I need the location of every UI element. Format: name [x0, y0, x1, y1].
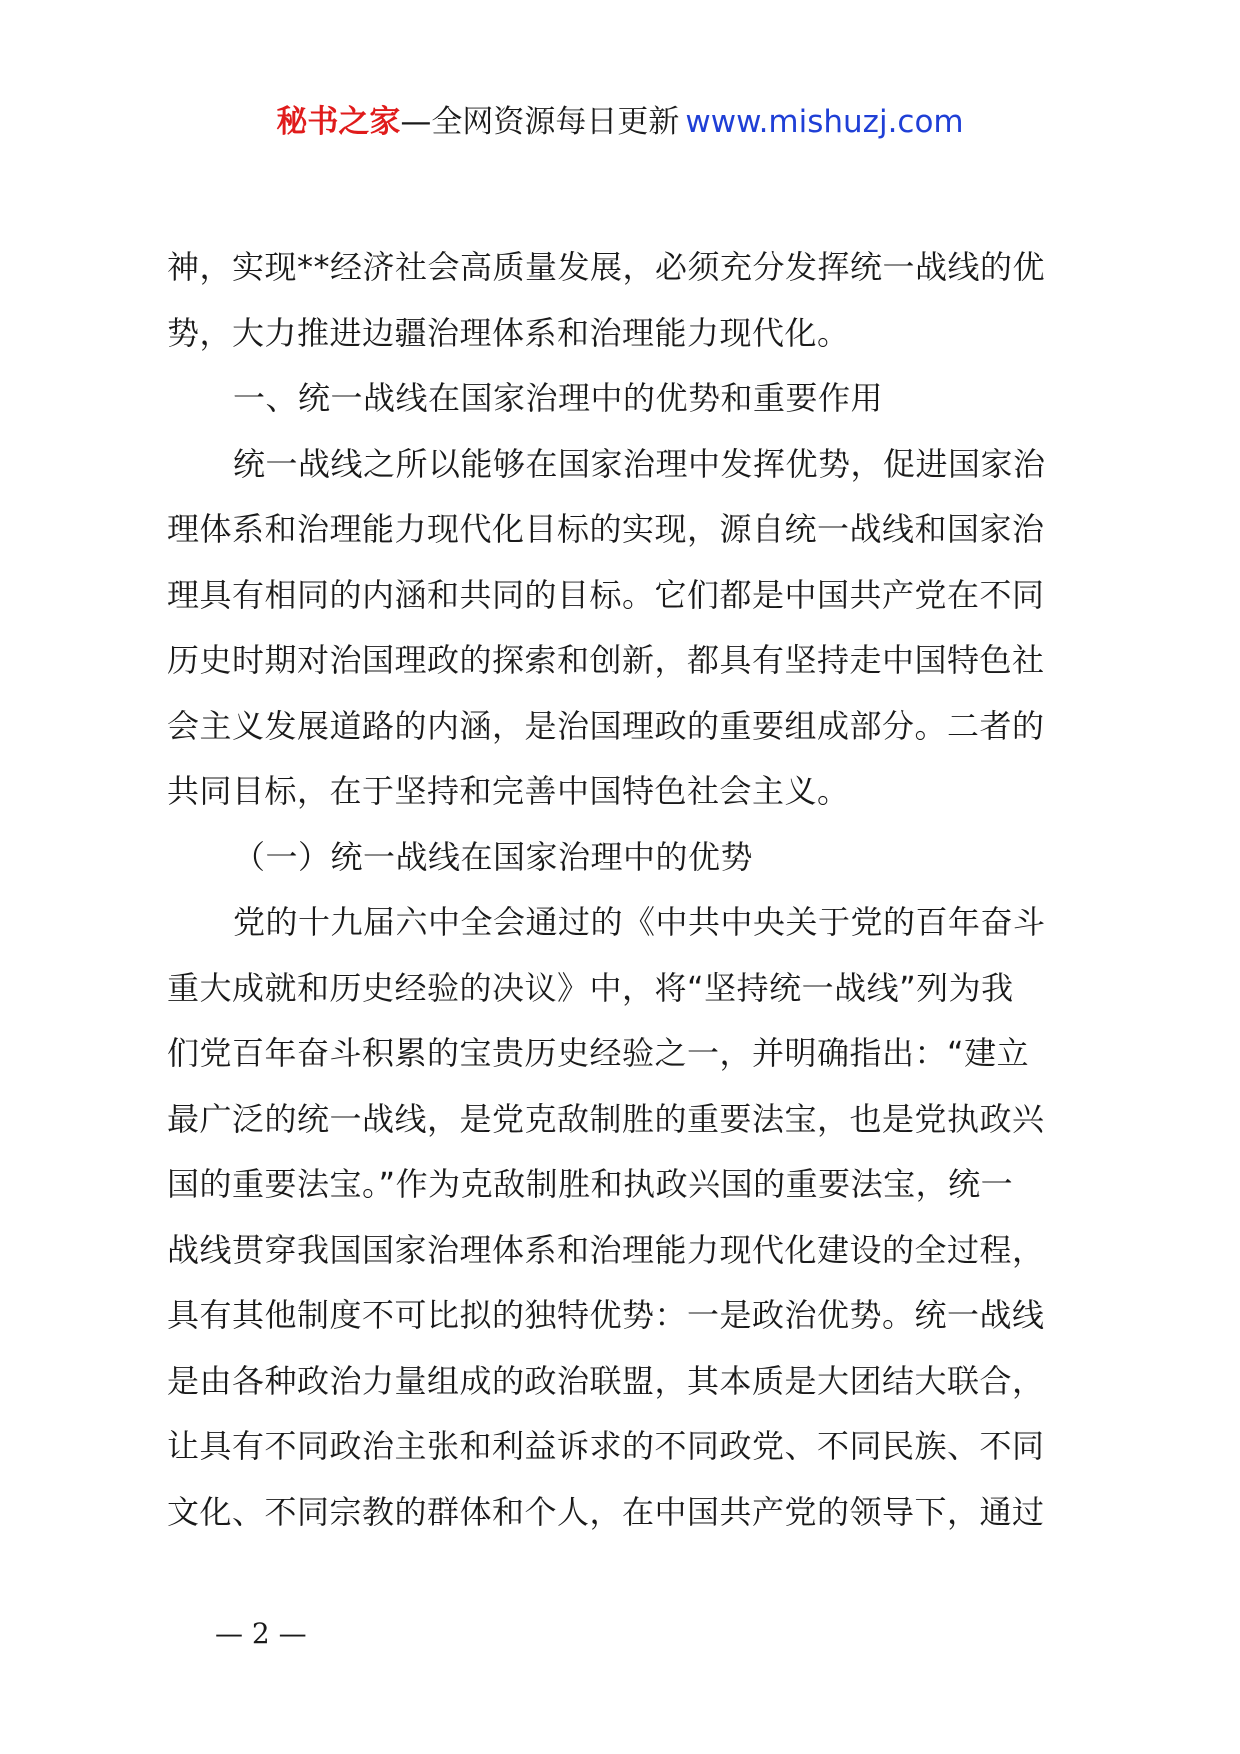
site-header [0, 100, 1240, 144]
paragraph-line: 理体系和治理能力现代化目标的实现，源自统一战线和国家治 [167, 510, 1045, 548]
site-tagline: —全网资源每日更新 [400, 104, 680, 140]
brand-name: 秘书之家 [276, 104, 401, 140]
page-number: — 2 — [215, 1617, 307, 1650]
paragraph-line: 理具有相同的内涵和共同的目标。它们都是中国共产党在不同 [167, 575, 1045, 614]
paragraph-line: 战线贯穿我国国家治理体系和治理能力现代化建设的全过程， [167, 1230, 1045, 1269]
document-body [167, 235, 1082, 1545]
paragraph-line: 统一战线之所以能够在国家治理中发挥优势，促进国家治 [233, 444, 1046, 483]
paragraph-line: 文化、不同宗教的群体和个人，在中国共产党的领导下，通过 [167, 1492, 1045, 1531]
paragraph-line: 国的重要法宝。”作为克敌制胜和执政兴国的重要法宝，统一 [167, 1165, 1014, 1203]
paragraph-line: 最广泛的统一战线，是党克敌制胜的重要法宝，也是党执政兴 [167, 1099, 1045, 1138]
paragraph-line: 重大成就和历史经验的决议》中，将“坚持统一战线”列为我 [167, 968, 1014, 1007]
subsection-heading: （一）统一战线在国家治理中的优势 [233, 837, 754, 876]
paragraph-line: 神，实现**经济社会高质量发展，必须充分发挥统一战线的优 [167, 248, 1046, 286]
paragraph-line: 会主义发展道路的内涵，是治国理政的重要组成部分。二者的 [167, 706, 1045, 745]
paragraph-line: 势，大力推进边疆治理体系和治理能力现代化。 [167, 313, 850, 352]
paragraph-line: 们党百年奋斗积累的宝贵历史经验之一，并明确指出：“建立 [167, 1034, 1030, 1072]
paragraph-line: 历史时期对治国理政的探索和创新，都具有坚持走中国特色社 [167, 641, 1045, 679]
section-heading: 一、统一战线在国家治理中的优势和重要作用 [233, 379, 884, 417]
paragraph-line: 是由各种政治力量组成的政治联盟，其本质是大团结大联合， [167, 1361, 1045, 1400]
paragraph-line: 让具有不同政治主张和利益诉求的不同政党、不同民族、不同 [167, 1427, 1045, 1465]
paragraph-line: 党的十九届六中全会通过的《中共中央关于党的百年奋斗 [233, 903, 1046, 941]
site-url-link[interactable]: www.mishuzj.com [685, 104, 964, 140]
paragraph-line: 共同目标，在于坚持和完善中国特色社会主义。 [167, 772, 850, 810]
paragraph-line: 具有其他制度不可比拟的独特优势：一是政治优势。统一战线 [167, 1296, 1045, 1334]
